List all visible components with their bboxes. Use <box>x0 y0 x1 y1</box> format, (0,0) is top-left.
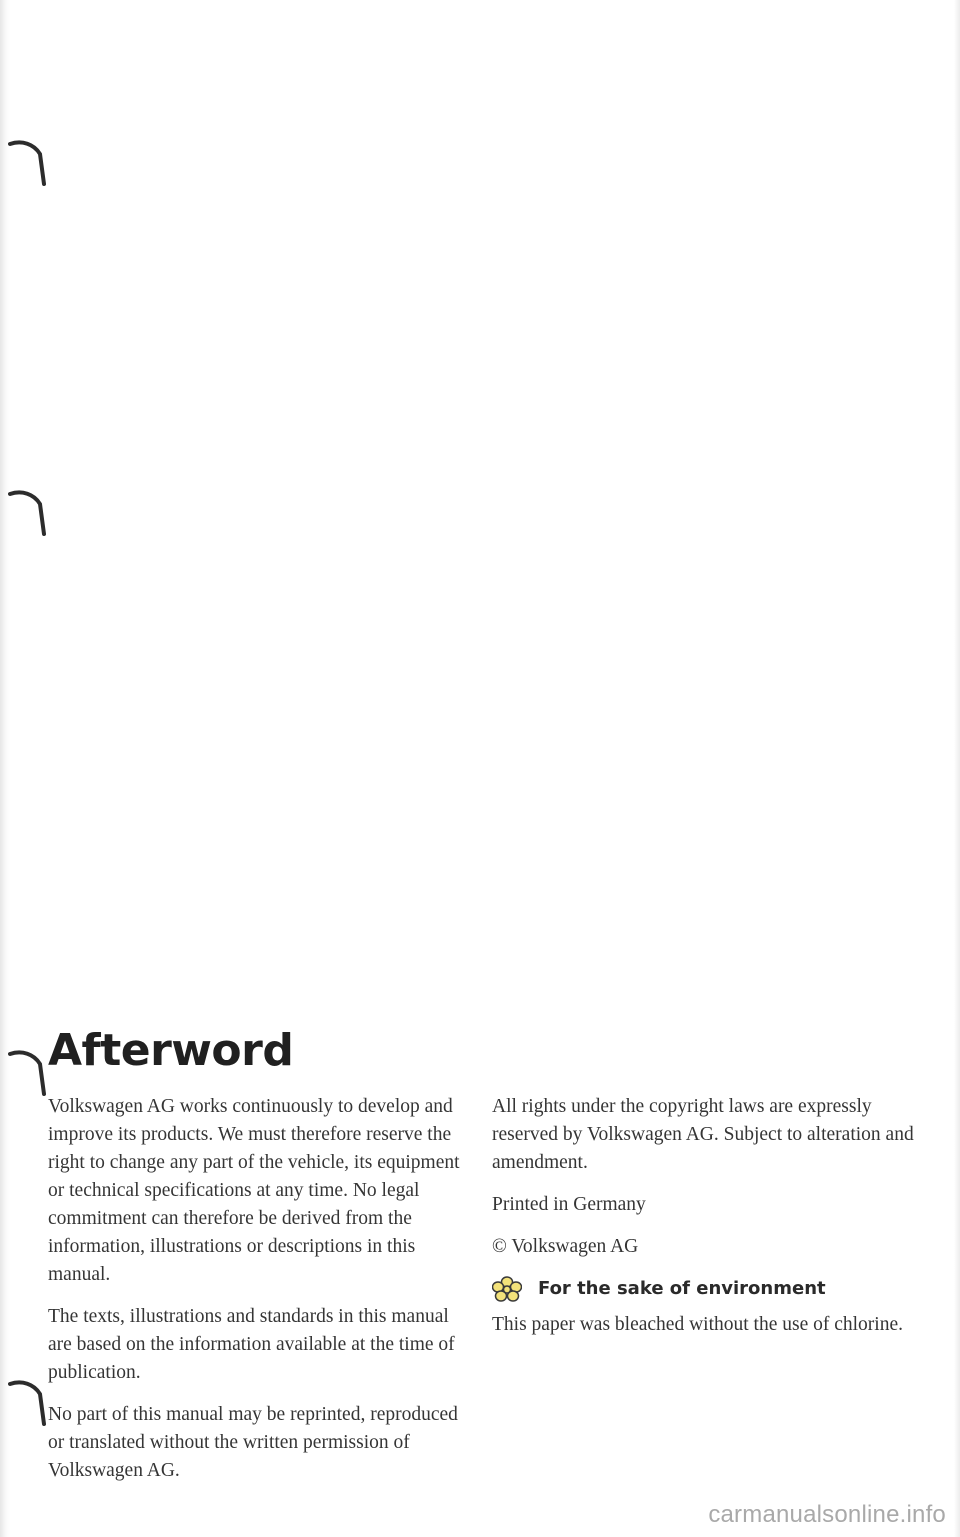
left-column <box>48 1093 468 1499</box>
rights-paragraph: All rights under the copyright laws are expressly reserved by Volkswagen AG. Subject to alteration and amendment. <box>492 1096 914 1173</box>
body-paragraph: Volkswagen AG works continuously to develop and improve its products. We must therefore reserve the right to change any part of the vehicle, its equipment or technical specifications at any time. No legal commitment can therefore be derived from the information, illustrations or descriptions in this manual. <box>48 1096 460 1285</box>
body-paragraph: No part of this manual may be reprinted, reproduced or translated without the written permission of Volkswagen AG. <box>48 1404 458 1481</box>
environment-paragraph: This paper was bleached without the use of chlorine. <box>492 1314 903 1335</box>
body-paragraph: The texts, illustrations and standards in this manual are based on the information available at the time of publication. <box>48 1306 455 1383</box>
environment-heading-text: For the sake of environment <box>538 1278 826 1299</box>
page-title: Afterword <box>48 1025 294 1076</box>
copyright-line: © Volkswagen AG <box>492 1236 639 1257</box>
binder-hole-mark <box>8 1378 48 1428</box>
printed-in-line: Printed in Germany <box>492 1194 646 1215</box>
page-right-edge <box>954 0 960 1537</box>
environment-heading <box>492 1275 932 1303</box>
binder-hole-mark <box>8 138 48 188</box>
watermark: carmanualsonline.info <box>708 1501 946 1528</box>
binder-hole-mark <box>8 1048 48 1098</box>
right-column <box>492 1093 932 1353</box>
binder-hole-mark <box>8 488 48 538</box>
page-left-edge <box>0 0 10 1537</box>
flower-icon <box>492 1276 522 1302</box>
